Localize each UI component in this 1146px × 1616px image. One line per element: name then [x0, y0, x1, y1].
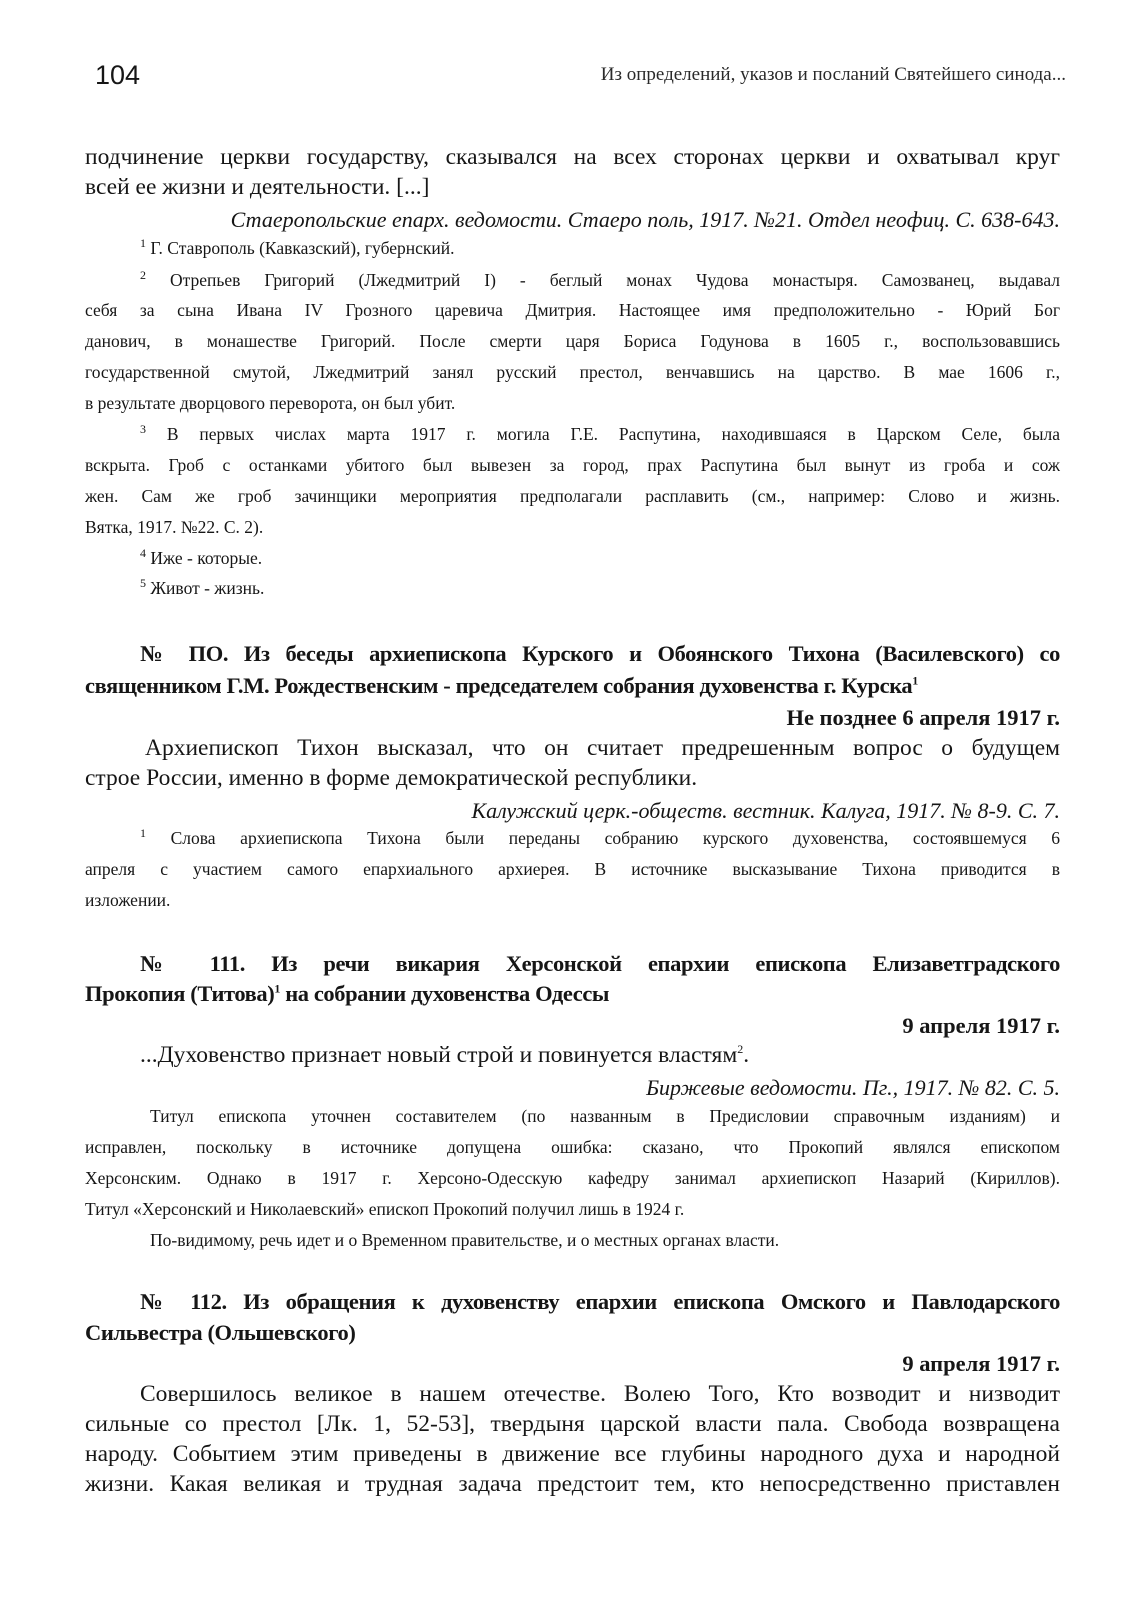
document-date: Не позднее 6 апреля 1917 г. — [786, 705, 1060, 730]
footnote-line: Вятка, 1917. №22. С. 2). — [85, 517, 264, 537]
footnote-line: вскрыта. Гроб с останками убитого был вывезен за город, прах Распутина был вынут из гроба и сож — [85, 455, 1060, 475]
body-line: подчинение церкви государству, сказывался на всех сторонах церкви и охватывал круг — [85, 144, 1060, 170]
footnote-mark: 1 — [274, 981, 280, 996]
footnote-line: Титул «Херсонский и Николаевский» епископ Прокопий получил лишь в 1924 г. — [85, 1199, 685, 1219]
footnote-mark: 2 — [737, 1042, 744, 1057]
body-line: всей ее жизни и деятельности. [...] — [85, 174, 430, 200]
footnote: $^1$ Слова архиепископа Тихона были переданы собранию курского духовенства, состоявшемуся 6 — [140, 826, 1060, 848]
source-citation: Биржевые ведомости. Пг., 1917. № 82. С. 5. — [646, 1075, 1060, 1100]
page-number: 104 — [95, 60, 141, 90]
footnote: $^5$ Живот - жизнь. — [140, 576, 265, 598]
body-line: ...Духовенство признает новый строй и повинуется властям$^2$. — [140, 1042, 750, 1068]
footnote-line: исправлен, поскольку в источнике допущена ошибка: сказано, что Прокопий являлся епископом — [85, 1137, 1060, 1157]
footnote-line: апреля с участием самого епархиального архиерея. В источнике высказывание Тихона приводится в — [85, 859, 1060, 879]
footnote: $^1$ Г. Ставрополь (Кавказский), губернский. — [140, 236, 455, 258]
body-line: Совершилось великое в нашем отечестве. Волею Того, Кто возводит и низводит — [140, 1381, 1060, 1407]
footnote: $^3$ В первых числах марта 1917 г. могила Г.Е. Распутина, находившаяся в Царском Селе, была — [140, 422, 1060, 444]
body-line: Архиепископ Тихон высказал, что он считает предрешенным вопрос о будущем — [145, 735, 1060, 761]
footnote-mark: 2 — [140, 268, 146, 283]
footnote-line: Херсонским. Однако в 1917 г. Херсоно-Одесскую кафедру занимал архиепископ Назарий (Кириллов). — [85, 1168, 1060, 1188]
footnote-line: государственной смутой, Лжедмитрий занял русский престол, венчавшись на царство. В мае 1606 г., — [85, 362, 1060, 382]
document-heading: Сильвестра (Ольшевского) — [85, 1320, 356, 1345]
footnote-mark: 1 — [140, 236, 146, 251]
footnote-mark: 3 — [140, 422, 146, 437]
document-heading: Прокопия (Титова)$^1$ на собрании духовенства Одессы — [85, 981, 610, 1006]
footnote-line: изложении. — [85, 890, 171, 910]
source-citation: Калужский церк.-обществ. вестник. Калуга, 1917. № 8-9. С. 7. — [471, 798, 1060, 823]
footnote-mark: 1 — [912, 673, 918, 688]
document-heading: священником Г.М. Рождественским - председателем собрания духовенства г. Курска$^1$ — [85, 673, 918, 698]
body-line: строе России, именно в форме демократической республики. — [85, 765, 698, 791]
footnote-line: в результате дворцового переворота, он был убит. — [85, 393, 456, 413]
body-line: народу. Событием этим приведены в движение все глубины народного духа и народной — [85, 1441, 1060, 1467]
footnote-line: данович, в монашестве Григорий. После смерти царя Бориса Годунова в 1605 г., воспользовавшись — [85, 331, 1060, 351]
footnote-mark: 1 — [140, 826, 146, 841]
footnote: $^2$ Отрепьев Григорий (Лжедмитрий I) - беглый монах Чудова монастыря. Самозванец, выдавал — [140, 268, 1060, 290]
footnote-line: себя за сына Ивана IV Грозного царевича Дмитрия. Настоящее имя предположительно - Юрий Бог — [85, 300, 1060, 320]
body-line: сильные со престол [Лк. 1, 52-53], твердыня царской власти пала. Свобода возвращена — [85, 1411, 1060, 1437]
document-heading: № 112. Из обращения к духовенству епархии епископа Омского и Павлодарского — [140, 1289, 1060, 1314]
document-date: 9 апреля 1917 г. — [902, 1013, 1060, 1038]
footnote: Титул епископа уточнен составителем (по названным в Предисловии справочным изданиям) и — [150, 1106, 1060, 1126]
footnote-mark: 5 — [140, 576, 146, 591]
body-line: жизни. Какая великая и трудная задача предстоит тем, кто непосредственно приставлен — [85, 1471, 1060, 1497]
source-citation: Стаеропольские епарх. ведомости. Стаеро поль, 1917. №21. Отдел неофиц. С. 638-643. — [230, 207, 1060, 232]
footnote: $^4$ Иже - которые. — [140, 546, 263, 568]
document-date: 9 апреля 1917 г. — [902, 1351, 1060, 1376]
running-title: Из определений, указов и посланий Святейшего синода... — [600, 64, 1066, 85]
document-heading: № ПО. Из беседы архиепископа Курского и Обоянского Тихона (Василевского) со — [140, 641, 1060, 666]
footnote-line: жен. Сам же гроб зачинщики мероприятия предполагали расплавить (см., например: Слово и жизнь. — [85, 486, 1060, 506]
footnote-mark: 4 — [140, 546, 146, 561]
footnote: По-видимому, речь идет и о Временном правительстве, и о местных органах власти. — [150, 1230, 780, 1250]
document-heading: № 111. Из речи викария Херсонской епархии епископа Елизаветградского — [140, 951, 1060, 976]
